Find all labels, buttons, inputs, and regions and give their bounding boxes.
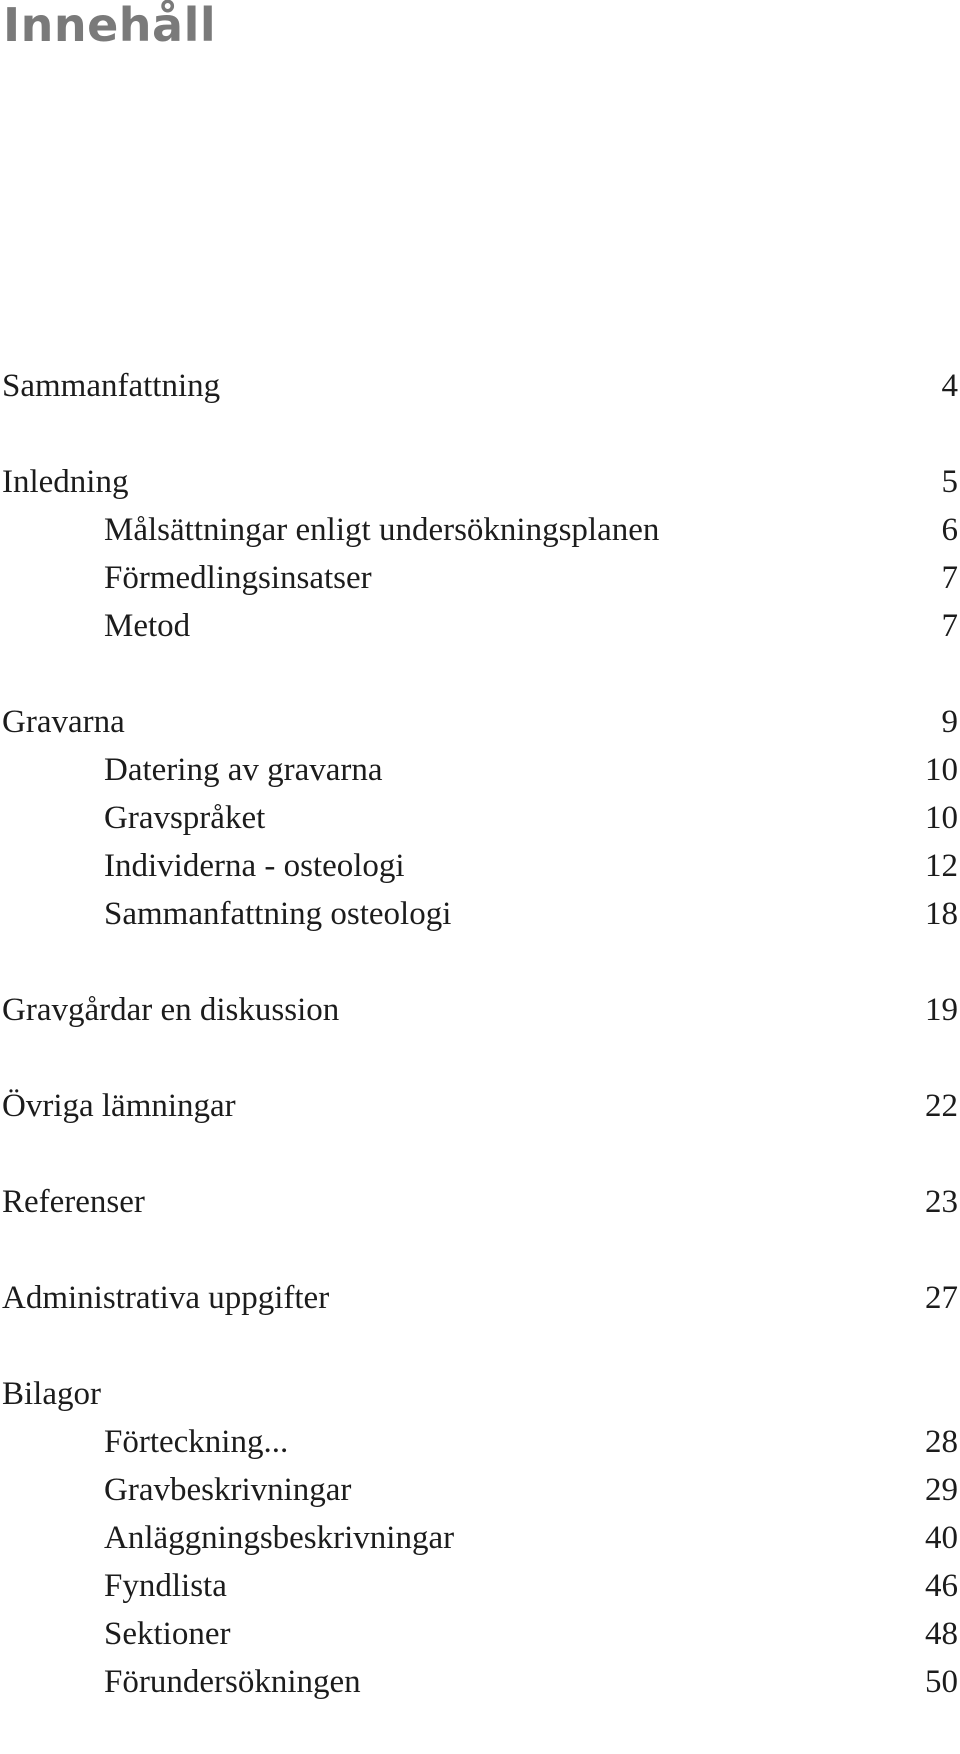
toc-subentry-label: Fyndlista <box>104 1568 227 1604</box>
toc-section <box>0 458 960 650</box>
toc-subentry-label: Gravbeskrivningar <box>104 1472 352 1508</box>
toc-subentry[interactable] <box>0 794 960 842</box>
toc-section <box>0 1082 960 1130</box>
toc-entry-label: Referenser <box>2 1184 145 1220</box>
toc-subentry-label: Förundersökningen <box>104 1664 361 1700</box>
toc-subentry[interactable] <box>0 602 960 650</box>
toc-subentry[interactable] <box>0 746 960 794</box>
toc-subentry-page-number: 28 <box>925 1424 958 1460</box>
toc-section <box>0 1274 960 1322</box>
toc-entry[interactable] <box>0 986 960 1034</box>
toc-entry[interactable] <box>0 1178 960 1226</box>
toc-subentry[interactable] <box>0 506 960 554</box>
toc-subentry-page-number: 48 <box>925 1616 958 1652</box>
toc-entry-label: Sammanfattning <box>2 368 221 404</box>
toc-subentry-page-number: 10 <box>925 752 958 788</box>
toc-subentry-label: Gravspråket <box>104 800 266 836</box>
toc-subentry[interactable] <box>0 1610 960 1658</box>
toc-subentry-page-number: 6 <box>941 512 958 548</box>
toc-subentry-page-number: 10 <box>925 800 958 836</box>
toc-subentry-label: Datering av gravarna <box>104 752 383 788</box>
toc-entry-label: Administrativa uppgifter <box>2 1280 330 1316</box>
toc-entry[interactable] <box>0 362 960 410</box>
toc-subentry-label: Förteckning... <box>104 1424 289 1460</box>
toc-subentry[interactable] <box>0 890 960 938</box>
toc-subentry[interactable] <box>0 842 960 890</box>
toc-entry-label: Bilagor <box>2 1376 101 1412</box>
toc-entry[interactable] <box>0 1274 960 1322</box>
toc-entry-page-number: 9 <box>941 704 958 740</box>
toc-subentry-page-number: 40 <box>925 1520 958 1556</box>
page-title: Innehåll <box>3 0 217 52</box>
toc-subentry[interactable] <box>0 1466 960 1514</box>
toc-section <box>0 698 960 938</box>
toc-entry-page-number: 27 <box>925 1280 958 1316</box>
toc-subentry-page-number: 46 <box>925 1568 958 1604</box>
toc-entry-label: Gravgårdar en diskussion <box>2 992 340 1028</box>
toc-subentry-page-number: 18 <box>925 896 958 932</box>
toc-subentry[interactable] <box>0 554 960 602</box>
toc-section <box>0 362 960 410</box>
toc-subentry-page-number: 50 <box>925 1664 958 1700</box>
toc-entry[interactable] <box>0 1082 960 1130</box>
toc-subentry-label: Sektioner <box>104 1616 231 1652</box>
toc-entry[interactable] <box>0 458 960 506</box>
toc-entry-page-number: 19 <box>925 992 958 1028</box>
toc-subentry-page-number: 7 <box>941 608 958 644</box>
toc-subentry[interactable] <box>0 1562 960 1610</box>
toc-subentry[interactable] <box>0 1514 960 1562</box>
toc-subentry-label: Anläggningsbeskrivningar <box>104 1520 455 1556</box>
toc-subentry[interactable] <box>0 1658 960 1706</box>
toc-section <box>0 1178 960 1226</box>
toc-entry-page-number: 22 <box>925 1088 958 1124</box>
toc-entry-label: Gravarna <box>2 704 125 740</box>
toc-entry-label: Övriga lämningar <box>2 1088 236 1124</box>
toc-entry[interactable] <box>0 1370 960 1418</box>
toc-subentry-label: Sammanfattning osteologi <box>104 896 452 932</box>
toc-entry-page-number: 5 <box>941 464 958 500</box>
toc-subentry-label: Metod <box>104 608 191 644</box>
toc-section <box>0 1370 960 1706</box>
toc-subentry-label: Målsättningar enligt undersökningsplanen <box>104 512 660 548</box>
toc-entry-page-number: 4 <box>941 368 958 404</box>
toc-subentry-page-number: 29 <box>925 1472 958 1508</box>
toc-entry[interactable] <box>0 698 960 746</box>
toc-section <box>0 986 960 1034</box>
toc-entry-label: Inledning <box>2 464 129 500</box>
toc-subentry[interactable] <box>0 1418 960 1466</box>
toc-entry-page-number: 23 <box>925 1184 958 1220</box>
toc-subentry-page-number: 7 <box>941 560 958 596</box>
toc-subentry-label: Individerna - osteologi <box>104 848 405 884</box>
toc-subentry-page-number: 12 <box>925 848 958 884</box>
toc-subentry-label: Förmedlingsinsatser <box>104 560 372 596</box>
table-of-contents <box>0 362 960 1754</box>
